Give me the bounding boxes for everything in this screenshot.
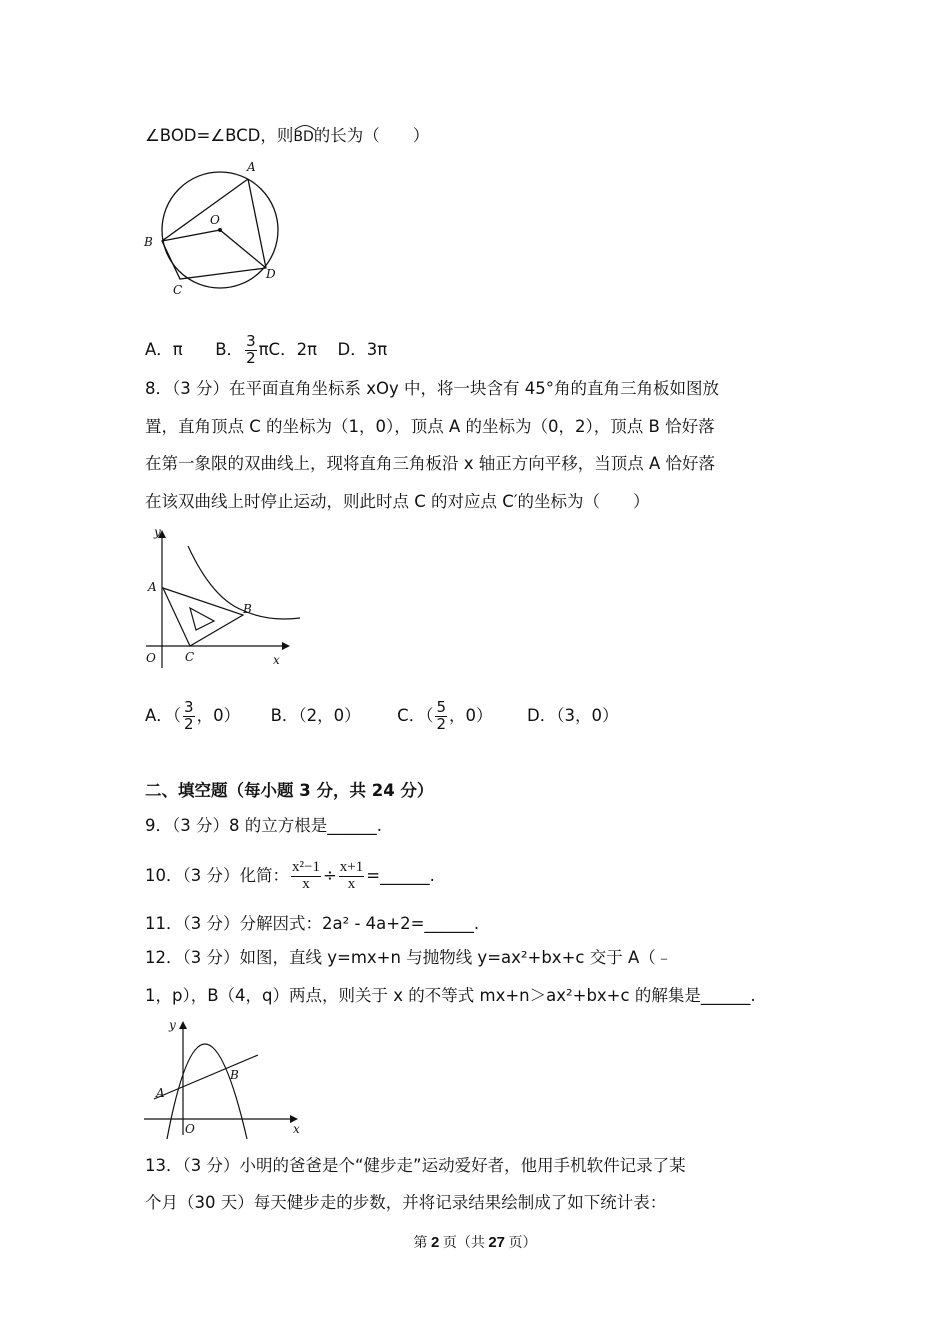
q7-stem (145, 128, 429, 145)
q7-option-a: A．π (145, 339, 183, 359)
q12-label-x: x (293, 1122, 300, 1136)
q7-option-b-prefix: B． (215, 339, 244, 359)
q7-option-c: C．2π (268, 339, 317, 359)
q7-b-numerator: 3 (246, 332, 256, 350)
q10-fraction-2 (339, 860, 364, 893)
q12-parabola-figure (140, 1015, 310, 1140)
q7-stem-suffix: 的长为（ ） (313, 126, 430, 145)
q8-triangle-inner (190, 608, 214, 630)
q10-prefix: 10．（3 分）化简： (145, 865, 289, 885)
q12-parabola (167, 1044, 247, 1139)
page-footer (0, 1232, 950, 1252)
q12-line-1: 12．（3 分）如图，直线 y=mx+n 与抛物线 y=ax²+bx+c 交于 A（﹣ (145, 948, 673, 967)
arc-symbol-icon (293, 121, 317, 131)
q8-label-A: A (148, 580, 157, 594)
q10-text (145, 860, 435, 893)
q8-option-a-fraction (183, 700, 195, 733)
q10-f2-numerator: x+1 (339, 859, 364, 875)
q12-label-O: O (185, 1122, 195, 1136)
q7-label-A: A (247, 160, 256, 174)
footer-prefix: 第 (413, 1236, 431, 1251)
q7-option-b-fraction (245, 334, 257, 367)
q7-options (145, 334, 387, 367)
q13-line-1: 13．（3 分）小明的爸爸是个“健步走”运动爱好者，他用手机软件记录了某 (145, 1156, 686, 1175)
q7-label-O: O (210, 213, 220, 227)
q8-option-c-prefix: C．（ (397, 705, 434, 725)
q12-y-arrow-icon (179, 1021, 187, 1029)
q10-suffix: =______. (366, 865, 435, 885)
q8-label-O: O (146, 651, 156, 665)
q8-a-denominator: 2 (184, 714, 194, 733)
q7-label-C: C (173, 283, 183, 297)
q13-line-2: 个月（30 天）每天健步走的步数，并将记录结果绘制成了如下统计表： (145, 1193, 667, 1212)
q7-option-d: D．3π (337, 339, 388, 359)
q8-c-numerator: 5 (436, 698, 446, 716)
q8-option-d: D．（3，0） (527, 705, 619, 725)
q8-coordinate-figure (140, 522, 300, 672)
q8-label-y: y (154, 525, 161, 539)
footer-total-pages: 27 (488, 1234, 506, 1251)
q7-b-denominator: 2 (246, 348, 256, 367)
q12-label-y: y (169, 1018, 176, 1032)
q11-text: 11．（3 分）分解因式：2a² - 4a+2=______. (145, 914, 480, 933)
q8-option-c-suffix: ，0） (449, 705, 493, 725)
q10-fraction-1 (291, 860, 321, 893)
q8-option-b: B．（2，0） (270, 705, 361, 725)
q7-option-b-suffix: π (258, 339, 269, 359)
q8-line-2: 置，直角顶点 C 的坐标为（1，0），顶点 A 的坐标为（0，2），顶点 B 恰好落 (145, 417, 715, 436)
q8-label-B: B (243, 602, 252, 616)
q8-line-4: 在该双曲线上时停止运动，则此时点 C 的对应点 C′的坐标为（ ） (145, 492, 650, 511)
q8-line-3: 在第一象限的双曲线上，现将直角三角板沿 x 轴正方向平移，当顶点 A 恰好落 (145, 454, 716, 473)
q8-option-a-suffix: ，0） (196, 705, 241, 725)
q8-x-arrow-icon (282, 642, 290, 650)
q10-f1-numerator: x²−1 (292, 859, 320, 875)
q8-a-numerator: 3 (184, 698, 194, 716)
q9-text: 9．（3 分）8 的立方根是______. (145, 816, 382, 835)
q12-label-B: B (230, 1068, 239, 1082)
q8-line-1: 8．（3 分）在平面直角坐标系 xOy 中，将一块含有 45°角的直角三角板如图放 (145, 379, 719, 398)
q8-label-C: C (185, 650, 195, 664)
q8-label-x: x (273, 653, 280, 667)
q8-c-denominator: 2 (436, 714, 446, 733)
q12-line-2: 1，p），B（4，q）两点，则关于 x 的不等式 mx+n＞ax²+bx+c 的解集是______. (145, 986, 756, 1005)
footer-suffix: 页） (505, 1236, 537, 1251)
q10-operator: ÷ (322, 865, 337, 885)
q12-line (154, 1055, 258, 1099)
footer-middle: 页（共 (439, 1236, 489, 1251)
q8-options (145, 700, 618, 733)
q7-center-dot (218, 228, 222, 232)
q12-label-A: A (156, 1086, 165, 1100)
q7-stem-prefix: ∠BOD=∠BCD，则 (145, 126, 294, 145)
q7-radii (162, 230, 266, 268)
section-2-heading: 二、填空题（每小题 3 分，共 24 分） (145, 781, 434, 800)
q7-label-D: D (266, 267, 276, 281)
footer-page-number: 2 (430, 1234, 440, 1251)
q7-quadrilateral (162, 179, 266, 279)
q8-triangle-outer (163, 588, 243, 646)
q7-circle-figure (140, 155, 290, 300)
q7-label-B: B (144, 235, 153, 249)
q8-option-c-fraction (435, 700, 447, 733)
q7-arc-bd (293, 128, 313, 145)
q7-arc-label: BD (293, 129, 314, 145)
q10-f1-denominator: x (302, 875, 310, 892)
q10-f2-denominator: x (347, 875, 356, 892)
q8-option-a-prefix: A．（ (145, 705, 182, 725)
